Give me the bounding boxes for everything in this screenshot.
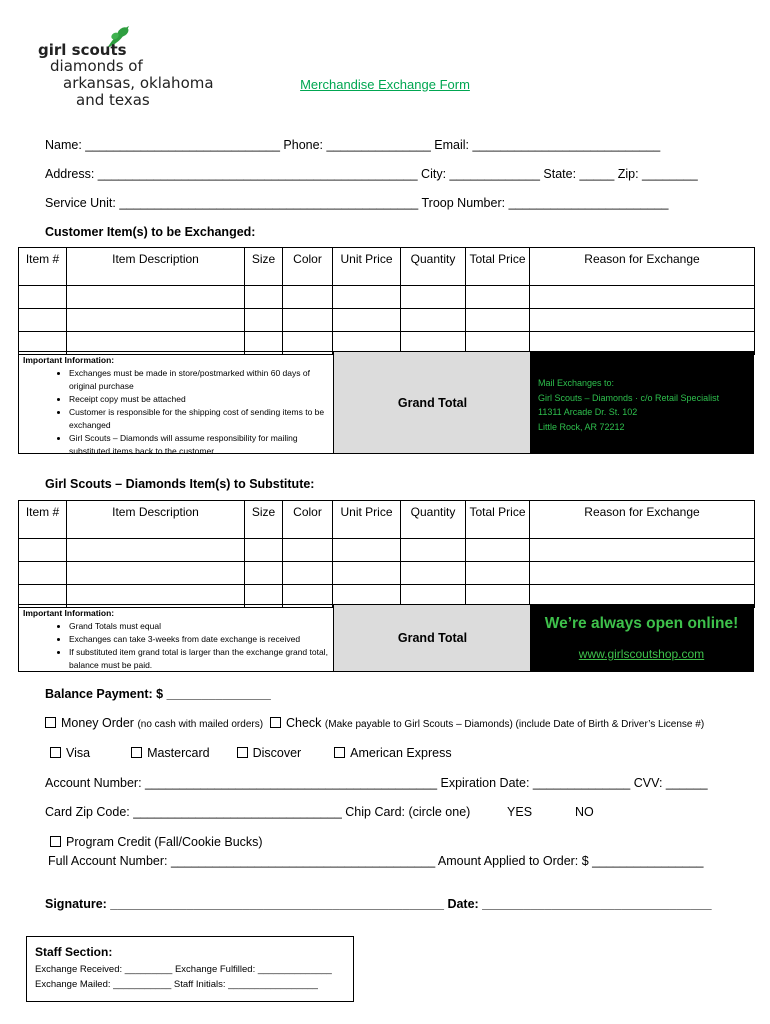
important-info-substitute bbox=[23, 607, 333, 672]
header-size: Size bbox=[245, 501, 283, 539]
full-account-row[interactable]: Full Account Number: ______________________________________ Amount Applied to Order: $ ________________ bbox=[48, 854, 704, 868]
program-credit-label: Program Credit (Fall/Cookie Bucks) bbox=[66, 835, 263, 849]
check-checkbox[interactable] bbox=[270, 717, 281, 728]
signature-row[interactable]: Signature: ________________________________________________ Date: _________________________________ bbox=[45, 897, 712, 911]
discover-label: Discover bbox=[252, 746, 302, 760]
info-bullet: • Exchanges must be made in store/postmarked within 60 days of original purchase bbox=[69, 367, 333, 393]
header-item-number: Item # bbox=[19, 248, 67, 286]
substitute-items-table bbox=[18, 500, 755, 608]
table-row[interactable] bbox=[19, 286, 755, 309]
contact-row-address[interactable]: Address: ______________________________________________ City: _____________ State: _____ Zip: ________ bbox=[45, 167, 698, 181]
form-title: Merchandise Exchange Form bbox=[300, 77, 470, 92]
online-promo-text: We’re always open online! bbox=[544, 615, 739, 632]
header-item-description: Item Description bbox=[67, 248, 245, 286]
chip-yes[interactable]: YES bbox=[507, 805, 533, 819]
mail-line: Girl Scouts – Diamonds · c/o Retail Specialist bbox=[538, 392, 720, 403]
mail-line: 11311 Arcade Dr. St. 102 bbox=[538, 407, 638, 417]
header-reason: Reason for Exchange bbox=[530, 248, 755, 286]
section-substitute-items: Girl Scouts – Diamonds Item(s) to Substitute: bbox=[45, 477, 315, 491]
header-unit-price: Unit Price bbox=[333, 501, 401, 539]
visa-checkbox[interactable] bbox=[50, 747, 61, 758]
header-quantity: Quantity bbox=[401, 501, 466, 539]
header-item-number: Item # bbox=[19, 501, 67, 539]
money-order-note: (no cash with mailed orders) bbox=[137, 719, 264, 730]
staff-section bbox=[26, 936, 354, 1002]
balance-payment[interactable]: Balance Payment: $ _______________ bbox=[45, 687, 271, 701]
info-bullet: • Receipt copy must be attached bbox=[69, 393, 333, 406]
mastercard-label: Mastercard bbox=[147, 746, 210, 760]
contact-row-service-unit[interactable]: Service Unit: ___________________________________________ Troop Number: _______________________ bbox=[45, 196, 669, 210]
header-color: Color bbox=[283, 248, 333, 286]
header-unit-price: Unit Price bbox=[333, 248, 401, 286]
visa-label: Visa bbox=[66, 746, 91, 760]
contact-row-name[interactable]: Name: ____________________________ Phone: _______________ Email: ___________________________ bbox=[45, 138, 661, 152]
account-number-row[interactable]: Account Number: __________________________________________ Expiration Date: ______________ CVV: ______ bbox=[45, 776, 708, 790]
header-item-description: Item Description bbox=[67, 501, 245, 539]
info-box-exchange bbox=[18, 351, 754, 454]
mastercard-checkbox[interactable] bbox=[131, 747, 142, 758]
table-row[interactable] bbox=[19, 539, 755, 562]
info-bullet: • Grand Totals must equal bbox=[69, 620, 333, 633]
info-bullet: • Girl Scouts – Diamonds will assume responsibility for mailing substituted items back to the customer bbox=[69, 432, 333, 458]
section-customer-items: Customer Item(s) to be Exchanged: bbox=[45, 225, 256, 239]
mail-line: Mail Exchanges to: bbox=[538, 378, 615, 388]
payment-method-row-1 bbox=[45, 716, 704, 730]
table-row[interactable] bbox=[19, 309, 755, 332]
important-info-exchange bbox=[23, 354, 333, 458]
chip-no[interactable]: NO bbox=[575, 805, 594, 819]
customer-items-table bbox=[18, 247, 755, 355]
header-size: Size bbox=[245, 248, 283, 286]
staff-section-title: Staff Section: bbox=[35, 945, 113, 959]
table-header-row bbox=[19, 501, 755, 539]
info-title: Important Information: bbox=[23, 355, 115, 365]
header-total-price: Total Price bbox=[466, 501, 530, 539]
check-note: (Make payable to Girl Scouts – Diamonds) (include Date of Birth & Driver’s License #) bbox=[324, 719, 705, 730]
grand-total-exchange[interactable]: Grand Total bbox=[333, 352, 532, 453]
shop-link[interactable]: www.girlscoutshop.com bbox=[578, 647, 705, 661]
amex-label: American Express bbox=[350, 746, 452, 760]
info-title: Important Information: bbox=[23, 608, 115, 618]
table-row[interactable] bbox=[19, 562, 755, 585]
table-header-row bbox=[19, 248, 755, 286]
mail-address-box bbox=[530, 352, 753, 453]
money-order-label: Money Order bbox=[61, 716, 134, 730]
staff-line-1[interactable]: Exchange Received: _________ Exchange Fulfilled: ______________ bbox=[35, 964, 332, 975]
card-type-row bbox=[50, 746, 452, 760]
discover-checkbox[interactable] bbox=[237, 747, 248, 758]
program-credit-checkbox[interactable] bbox=[50, 836, 61, 847]
info-bullet: • If substituted item grand total is larger than the exchange grand total, balance must be paid. bbox=[69, 646, 333, 672]
logo-line-1: girl scouts bbox=[38, 41, 127, 59]
info-bullet: • Customer is responsible for the shipping cost of sending items to be exchanged bbox=[69, 406, 333, 432]
header-color: Color bbox=[283, 501, 333, 539]
amex-checkbox[interactable] bbox=[334, 747, 345, 758]
staff-line-2[interactable]: Exchange Mailed: ___________ Staff Initials: _________________ bbox=[35, 979, 318, 990]
card-zip-field[interactable]: Card Zip Code: ______________________________ Chip Card: (circle one) bbox=[45, 805, 471, 819]
header-total-price: Total Price bbox=[466, 248, 530, 286]
card-zip-row bbox=[45, 805, 594, 819]
logo-line-2: diamonds of bbox=[50, 57, 143, 75]
check-label: Check bbox=[286, 716, 322, 730]
program-credit-row bbox=[50, 835, 263, 849]
logo-line-3: arkansas, oklahoma bbox=[63, 74, 214, 92]
grand-total-substitute[interactable]: Grand Total bbox=[333, 605, 532, 671]
logo-line-4: and texas bbox=[76, 91, 150, 109]
money-order-checkbox[interactable] bbox=[45, 717, 56, 728]
online-promo-box bbox=[530, 605, 753, 671]
info-box-substitute bbox=[18, 604, 754, 672]
header-quantity: Quantity bbox=[401, 248, 466, 286]
info-bullet: • Exchanges can take 3-weeks from date exchange is received bbox=[69, 633, 333, 646]
mail-line: Little Rock, AR 72212 bbox=[538, 421, 625, 432]
header-reason: Reason for Exchange bbox=[530, 501, 755, 539]
